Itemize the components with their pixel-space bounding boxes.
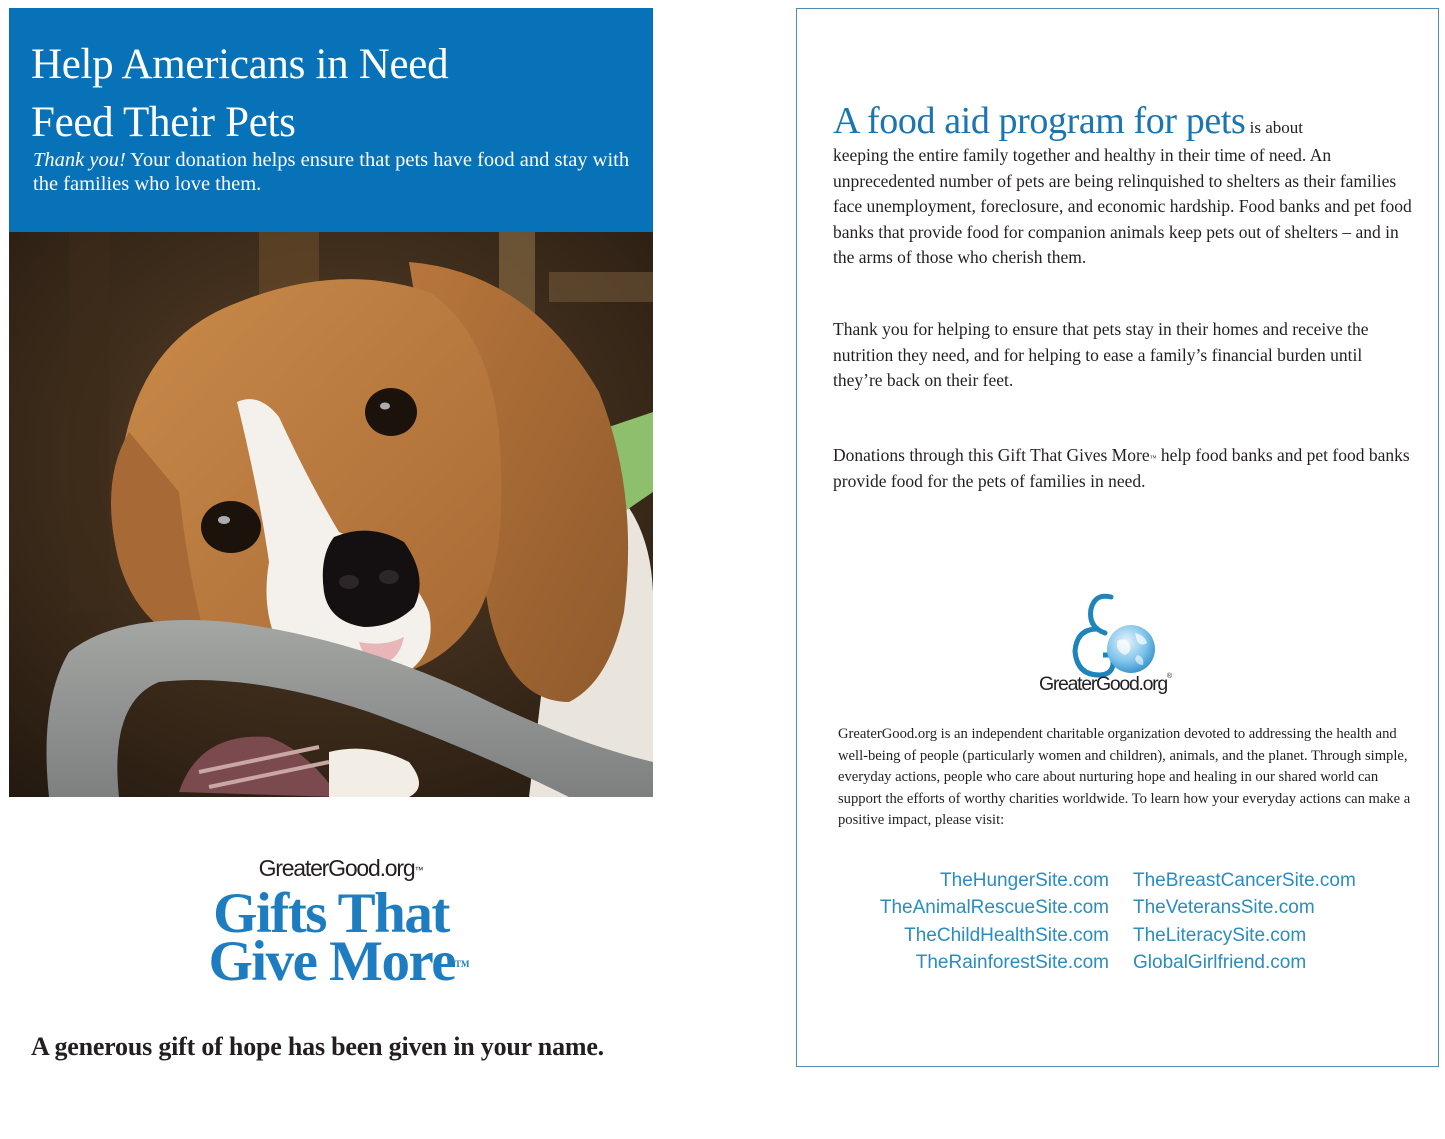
back-card <box>796 8 1439 1067</box>
logo-wordmark-text: GreaterGood.org <box>1039 673 1167 695</box>
intro-paragraph <box>833 101 1413 271</box>
greatergood-logo-wordmark <box>1039 673 1172 696</box>
thank-you-paragraph: Thank you for helping to ensure that pets stay in their homes and receive the nutrition they need, and for helping to ease a family’s financial burden until they’re back on their feet. <box>833 319 1369 391</box>
thank-you-subtitle <box>33 148 633 196</box>
site-link-child-health[interactable]: TheChildHealthSite.com <box>904 924 1109 946</box>
site-link-rainforest[interactable]: TheRainforestSite.com <box>915 952 1109 974</box>
program-line-2-wrap <box>17 930 661 993</box>
gifts-that-give-more-logo <box>9 854 653 993</box>
program-trademark: TM <box>455 959 470 969</box>
sites-column-right <box>1133 867 1356 977</box>
about-greatergood: GreaterGood.org is an independent charitable organization devoted to addressing the health and well-being of people (particularly women and children), animals, and the planet. Through simple, everyday actions, people who care about nurturing hope and healing in our shared world can support the efforts of worthy charities worldwide. To learn how your everyday actions can make a positive impact, please visit: <box>838 726 1411 829</box>
program-line-1: Gifts That <box>213 882 449 945</box>
intro-lead-rest: is about <box>1245 118 1303 137</box>
beagle-image-icon <box>9 232 653 797</box>
site-link-breast-cancer[interactable]: TheBreastCancerSite.com <box>1133 870 1356 891</box>
title-line-2: Feed Their Pets <box>31 99 296 146</box>
subtitle-text: Your donation helps ensure that pets have food and stay with the families who love them. <box>33 149 630 195</box>
trademark-mark: ™ <box>414 865 424 875</box>
greatergood-wordmark <box>19 854 663 882</box>
thank-you-emphasis: Thank you! <box>33 149 126 171</box>
gg-globe-logo-icon <box>1033 589 1203 679</box>
trademark-mark: ™ <box>1149 454 1157 462</box>
gift-tagline: A generous gift of hope has been given in your name. <box>31 1032 604 1061</box>
org-name: GreaterGood.org <box>258 855 415 881</box>
site-link-hunger[interactable]: TheHungerSite.com <box>940 870 1109 891</box>
site-link-literacy[interactable]: TheLiteracySite.com <box>1133 924 1307 946</box>
title-line-1: Help Americans in Need <box>31 41 449 88</box>
program-name <box>9 882 653 993</box>
registered-mark: ® <box>1166 673 1173 680</box>
donations-paragraph <box>833 443 1413 494</box>
donations-text-start: Donations through this Gift That Gives More <box>833 445 1150 465</box>
intro-lead: A food aid program for pets <box>833 100 1246 142</box>
site-link-animal-rescue[interactable]: TheAnimalRescueSite.com <box>879 897 1109 919</box>
intro-body: keeping the entire family together and healthy in their time of need. An unprecedented number of pets are being relinquished to shelters as their families face unemployment, foreclosure, and economic hardship. Food banks and pet food banks that provide food for companion animals keep pets out of shelters – and in the arms of those who cherish them. <box>833 145 1412 268</box>
header-banner <box>9 8 653 232</box>
card-title <box>31 36 448 152</box>
program-line-2: Give More <box>208 930 456 993</box>
donations-text-end: help food banks and pet food banks provide food for the pets of families in need. <box>833 445 1410 491</box>
site-link-global-girlfriend[interactable]: GlobalGirlfriend.com <box>1133 952 1307 974</box>
sites-column-left <box>880 867 1109 977</box>
site-link-veterans[interactable]: TheVeteransSite.com <box>1133 897 1315 919</box>
beagle-photo <box>9 232 653 797</box>
greatergood-logo <box>1033 589 1203 701</box>
